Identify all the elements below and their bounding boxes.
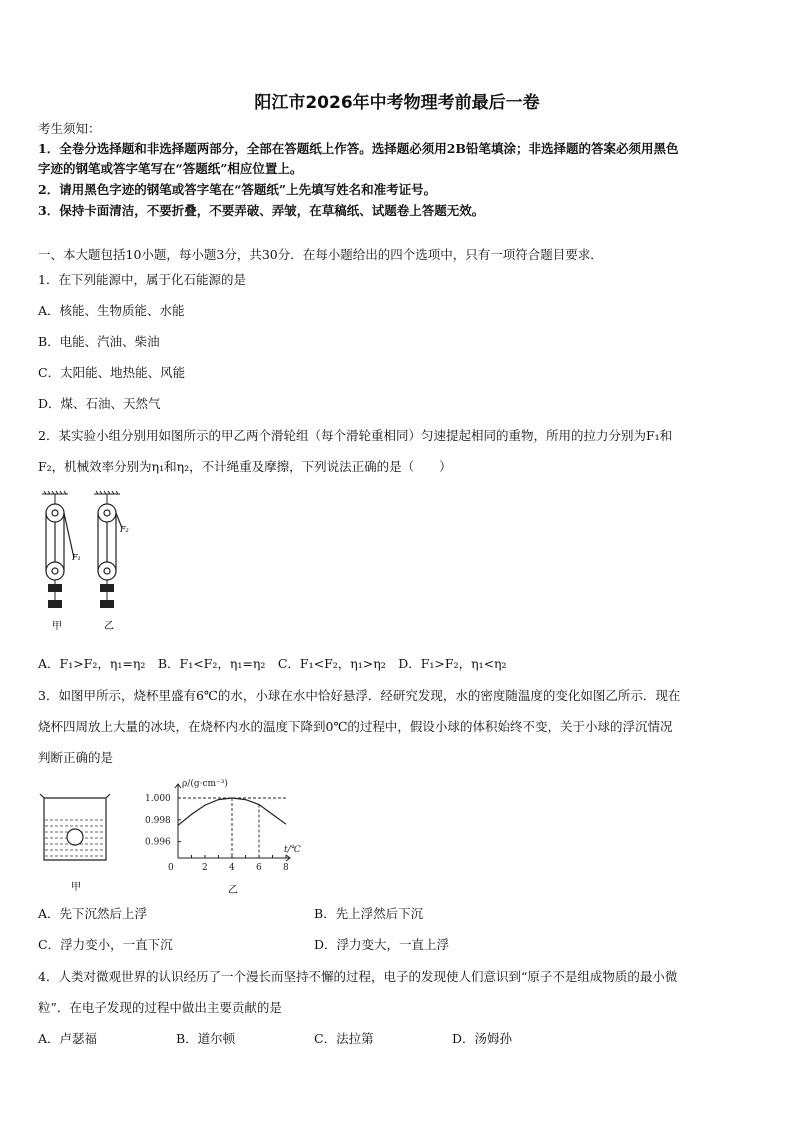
x-axis-label: t/℃ <box>284 845 301 855</box>
chart-label-yi: 乙 <box>228 885 238 896</box>
x-tick-label: 6 <box>256 863 262 873</box>
q4-option-b: B．道尔顿 <box>176 1031 236 1046</box>
y-axis-label: ρ/(g·cm⁻³) <box>182 779 228 789</box>
q1-option-b: B．电能、汽油、柴油 <box>38 334 160 349</box>
x-tick-label: 2 <box>202 863 208 873</box>
q1-stem: 1．在下列能源中，属于化石能源的是 <box>38 272 246 287</box>
x-tick-label: 4 <box>229 863 235 873</box>
y-tick-label: 0.998 <box>145 815 171 826</box>
q4-option-a: A．卢瑟福 <box>38 1031 98 1046</box>
q3-option-a: A．先下沉然后上浮 <box>38 906 148 921</box>
notice-item-1-cont: 字迹的钢笔或答字笔写在“答题纸”相应位置上。 <box>38 161 303 176</box>
q4-option-c: C．法拉第 <box>314 1031 374 1046</box>
section-heading: 一、本大题包括10小题，每小题3分，共30分．在每小题给出的四个选项中，只有一项符合题目要求． <box>38 247 603 262</box>
q1-option-c: C．太阳能、地热能、风能 <box>38 365 186 380</box>
pulley-figure <box>34 488 144 636</box>
q3-option-d: D．浮力变大，一直上浮 <box>314 937 450 952</box>
floating-ball <box>67 829 83 845</box>
density-chart <box>140 776 320 898</box>
q3-stem-line2: 烧杯四周放上大量的冰块，在烧杯内水的温度下降到0℃的过程中，假设小球的体积始终不变，关于小球的浮沉情况 <box>38 719 673 734</box>
force-label-f1: F₁ <box>72 553 81 562</box>
q1-option-d: D．煤、石油、天然气 <box>38 396 161 411</box>
density-curve <box>178 798 286 825</box>
x-tick-label: 0 <box>168 863 174 873</box>
q3-stem-line1: 3．如图甲所示，烧杯里盛有6℃的水，小球在水中恰好悬浮．经研究发现，水的密度随温度的变化如图乙所示．现在 <box>38 688 681 703</box>
y-tick-label: 1.000 <box>145 794 171 804</box>
pulley-label-jia: 甲 <box>52 621 62 632</box>
q4-stem-line2: 粒”．在电子发现的过程中做出主要贡献的是 <box>38 1000 282 1015</box>
q1-option-a: A．核能、生物质能、水能 <box>38 303 185 318</box>
pulley-label-yi: 乙 <box>104 621 114 632</box>
q4-stem-line1: 4．人类对微观世界的认识经历了一个漫长而坚持不懈的过程，电子的发现使人们意识到“原子不是组成物质的最小微 <box>38 969 678 984</box>
beaker-figure <box>34 790 124 895</box>
force-label-f2: F₂ <box>120 525 129 534</box>
q2-stem-line2: F₂，机械效率分别为η₁和η₂，不计绳重及摩擦，下列说法正确的是（ ） <box>38 459 452 474</box>
beaker-label-jia: 甲 <box>71 882 81 893</box>
q3-option-c: C．浮力变小，一直下沉 <box>38 937 173 952</box>
q2-stem-line1: 2．某实验小组分别用如图所示的甲乙两个滑轮组（每个滑轮重相同）匀速提起相同的重物，所用的拉力分别为F₁和 <box>38 428 673 443</box>
q4-option-d: D．汤姆孙 <box>452 1031 513 1046</box>
q2-options: A．F₁>F₂，η₁=η₂ B．F₁<F₂，η₁=η₂ C．F₁<F₂，η₁>η₂ D．F₁>F₂，η₁<η₂ <box>38 656 507 671</box>
notice-item-2: 2．请用黑色字迹的钢笔或答字笔在“答题纸”上先填写姓名和准考证号。 <box>38 182 437 197</box>
q3-option-b: B．先上浮然后下沉 <box>314 906 424 921</box>
y-tick-label: 0.996 <box>145 837 171 848</box>
page-title: 阳江市2026年中考物理考前最后一卷 <box>254 93 540 113</box>
notice-item-1: 1．全卷分选择题和非选择题两部分，全部在答题纸上作答。选择题必须用2B铅笔填涂；非选择题的答案必须用黑色 <box>38 141 679 156</box>
notice-heading: 考生须知： <box>38 121 101 136</box>
x-tick-label: 8 <box>283 863 289 873</box>
q3-stem-line3: 判断正确的是 <box>38 750 114 765</box>
notice-item-3: 3．保持卡面清洁，不要折叠，不要弄破、弄皱，在草稿纸、试题卷上答题无效。 <box>38 203 485 218</box>
